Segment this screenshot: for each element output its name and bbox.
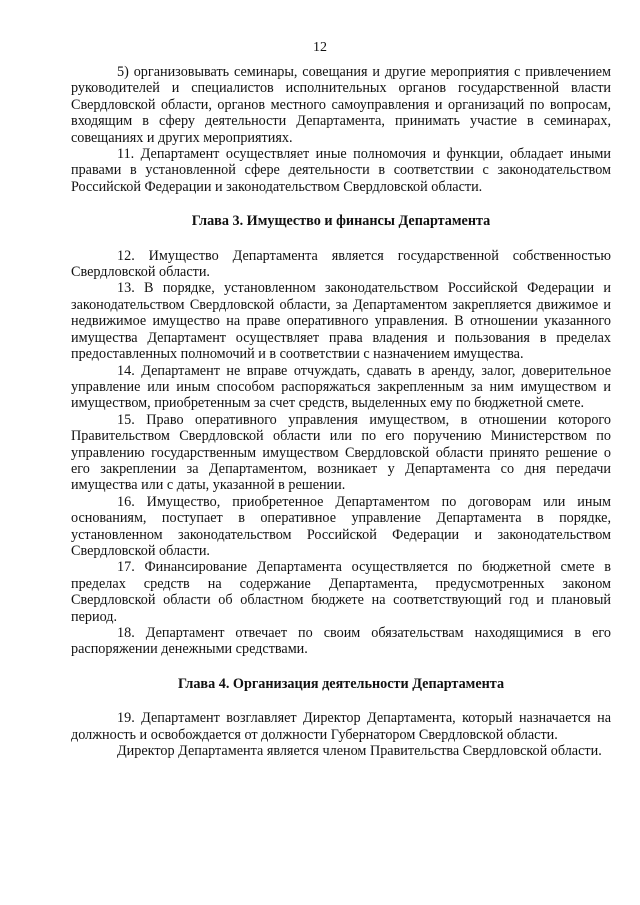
paragraph-17: 17. Финансирование Департамента осуществляется по бюджетной смете в пределах средств на содержание Департамента, предусмотренных законом Свердловской области об областном бюджете на соответствующий год и плановый период.: [71, 559, 611, 625]
document-body: [71, 64, 611, 759]
paragraph-14: 14. Департамент не вправе отчуждать, сдавать в аренду, залог, доверительное управление или иным способом распоряжаться закрепленным за ним имуществом и имуществом, приобретенным за счет средств, выделенных ему по бюджетной смете.: [71, 362, 611, 412]
paragraph-13: 13. В порядке, установленном законодательством Российской Федерации и законодательством Свердловской области, за Департаментом закрепляется движимое и недвижимое имущество на праве оперативного управления. В отношении указанного имущества Департамент осуществляет права владения и пользования в пределах предоставленных полномочий и в соответствии с назначением имущества.: [71, 280, 611, 363]
chapter-3-heading: Глава 3. Имущество и финансы Департамента: [191, 213, 491, 230]
page-number: 12: [313, 40, 327, 55]
paragraph-15: 15. Право оперативного управления имуществом, в отношении которого Правительством Свердловской области или по его поручению Министерством по управлению государственным имуществом Свердловской области принято решение о его закреплении за Департаментом, возникает у Департамента со дня передачи имущества или с даты, указанной в решении.: [71, 411, 611, 494]
paragraph-18: 18. Департамент отвечает по своим обязательствам находящимися в его распоряжении денежными средствами.: [71, 625, 611, 658]
paragraph-11: 11. Департамент осуществляет иные полномочия и функции, обладает иными правами в установленной сфере деятельности в соответствии с законодательством Российской Федерации и законодательством Свердловской области.: [71, 146, 611, 195]
paragraph-12: 12. Имущество Департамента является государственной собственностью Свердловской области.: [71, 247, 611, 281]
paragraph-19-director: Директор Департамента является членом Правительства Свердловской области.: [117, 743, 602, 760]
paragraph-item-5: 5) организовывать семинары, совещания и другие мероприятия с привлечением руководителей и специалистов исполнительных органов государственной власти Свердловской области, органов местного самоуправления и организаций по вопросам, входящим в сферу деятельности Департамента, принимать участие в семинарах, совещаниях и других мероприятиях.: [71, 64, 611, 146]
paragraph-19: 19. Департамент возглавляет Директор Департамента, который назначается на должность и освобождается от должности Губернатором Свердловской области.: [71, 710, 611, 743]
paragraph-16: 16. Имущество, приобретенное Департаментом по договорам или иным основаниям, поступает в оперативное управление Департамента в порядке, установленном законодательством Российской Федерации и законодательством Свердловской области.: [71, 493, 611, 559]
chapter-4-heading: Глава 4. Организация деятельности Департамента: [177, 675, 505, 692]
